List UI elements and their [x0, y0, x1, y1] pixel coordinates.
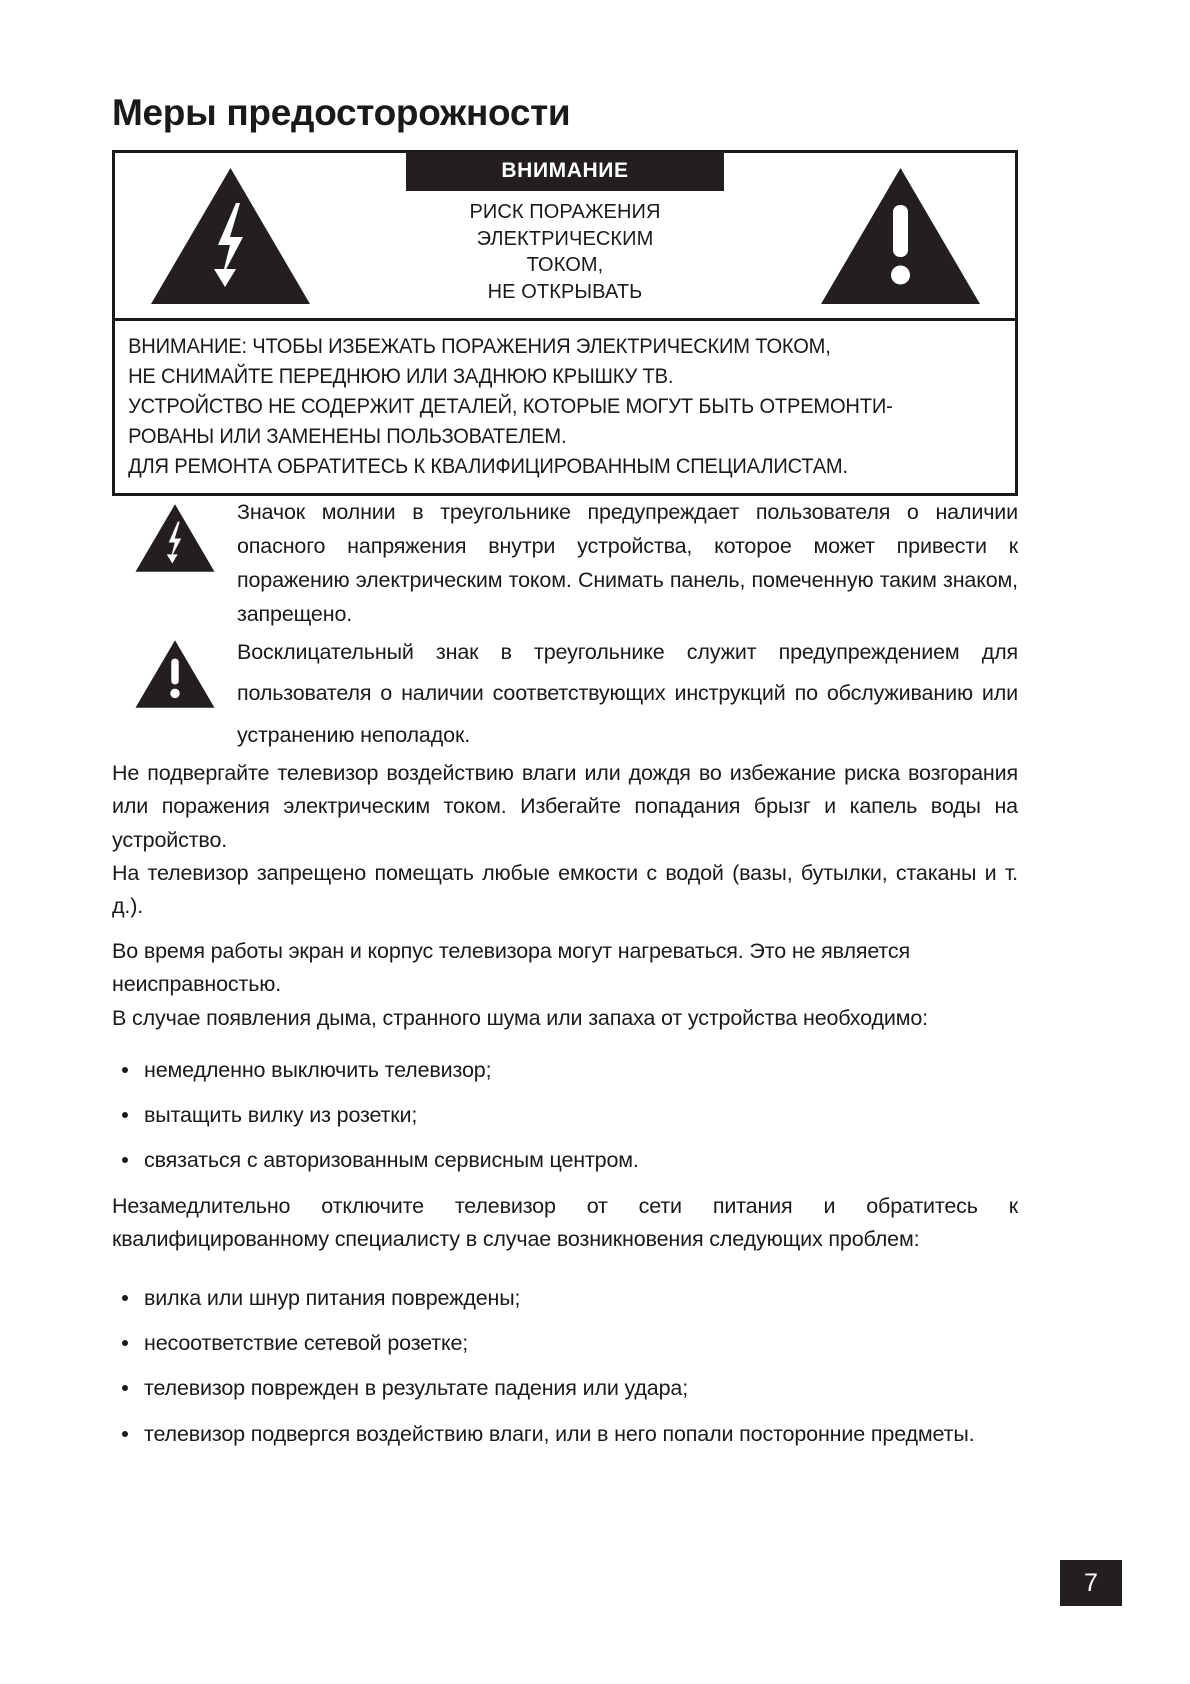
list-item-label: немедленно выключить телевизор;	[144, 1058, 492, 1082]
warning-subtitle-line: ТОКОМ,	[526, 254, 604, 277]
list-item-label: вилка или шнур питания повреждены;	[144, 1286, 521, 1310]
bullet-dot-icon	[122, 1157, 128, 1163]
warning-box-top	[115, 153, 1015, 318]
bullet-dot-icon	[122, 1295, 128, 1301]
list-item-label: несоответствие сетевой розетке;	[144, 1331, 469, 1356]
warning-body-line: ДЛЯ РЕМОНТА ОБРАТИТЕСЬ К КВАЛИФИЦИРОВАННЫМ СПЕЦИАЛИСТАМ.	[128, 454, 848, 479]
warning-subtitle	[469, 199, 660, 305]
list-item	[112, 1419, 1018, 1450]
warning-subtitle-line: РИСК ПОРАЖЕНИЯ	[469, 201, 661, 223]
warning-banner-label: ВНИМАНИЕ	[406, 152, 724, 191]
lightning-note	[112, 496, 1018, 632]
service-paragraph	[112, 1190, 1018, 1257]
warning-subtitle-line: НЕ ОТКРЫВАТЬ	[487, 280, 643, 303]
page-number-badge: 7	[1060, 1560, 1122, 1606]
warning-box-body	[115, 321, 1042, 493]
safety-warning-box	[112, 150, 1018, 496]
lightning-note-text: Значок молнии в треугольнике предупреждает пользователя о наличии опасного напряжения внутри устройства, которое может привести к поражению электрическим током. Снимать панель, помеченную таким знаком, запрещено.	[237, 500, 1018, 626]
bullet-dot-icon	[122, 1112, 128, 1118]
list-item-label: связаться с авторизованным сервисным центром.	[144, 1148, 639, 1173]
bullet-dot-icon	[122, 1431, 128, 1437]
exclamation-note	[112, 632, 1018, 756]
bullet-dot-icon	[122, 1340, 128, 1346]
bullet-dot-icon	[122, 1385, 128, 1391]
warning-body-line: НЕ СНИМАЙТЕ ПЕРЕДНЮЮ ИЛИ ЗАДНЮЮ КРЫШКУ ТВ.	[128, 364, 674, 389]
paragraph-moisture: Не подвергайте телевизор воздействию влаги или дождя во избежание риска возгорания или поражения электрическим током. Избегайте попадания брызг и капель воды на устройство.	[112, 761, 1018, 852]
service-problem-list	[112, 1283, 1018, 1464]
paragraph-containers: На телевизор запрещено помещать любые емкости с водой (вазы, бутылки, стаканы и т. д.).	[112, 860, 1018, 919]
exclamation-note-text: Восклицательный знак в треугольнике служит предупреждением для пользователя о наличии соответствующих инструкций по обслуживанию или устранению неполадок.	[237, 640, 1018, 747]
exclamation-triangle-icon	[785, 153, 1015, 318]
list-item	[112, 1055, 1018, 1086]
list-item	[112, 1328, 1018, 1359]
heat-and-smoke-paragraphs	[112, 935, 1018, 1035]
list-item-label: вытащить вилку из розетки;	[144, 1103, 418, 1128]
bullet-dot-icon	[122, 1067, 128, 1073]
moisture-warning-paragraphs	[112, 757, 1018, 924]
warning-text-column	[345, 153, 785, 318]
page-title: Меры предосторожности	[112, 92, 571, 133]
lightning-bolt-triangle-icon	[115, 153, 345, 318]
exclamation-triangle-icon	[112, 632, 237, 710]
paragraph-smoke-intro: В случае появления дыма, странного шума или запаха от устройства необходимо:	[112, 1005, 928, 1030]
list-item	[112, 1100, 1018, 1131]
warning-body-line: РОВАНЫ ИЛИ ЗАМЕНЕНЫ ПОЛЬЗОВАТЕЛЕМ.	[128, 424, 567, 449]
list-item-label: телевизор поврежден в результате падения или удара;	[144, 1376, 689, 1401]
lightning-bolt-triangle-icon	[112, 496, 237, 574]
list-item	[112, 1145, 1018, 1176]
warning-body-line: ВНИМАНИЕ: ЧТОБЫ ИЗБЕЖАТЬ ПОРАЖЕНИЯ ЭЛЕКТРИЧЕСКИМ ТОКОМ,	[128, 334, 831, 358]
list-item	[112, 1373, 1018, 1404]
paragraph-service-intro: Незамедлительно отключите телевизор от сети питания и обратитесь к квалифицированному специалисту в случае возникновения следующих проблем:	[112, 1194, 1018, 1252]
warning-body-line: УСТРОЙСТВО НЕ СОДЕРЖИТ ДЕТАЛЕЙ, КОТОРЫЕ МОГУТ БЫТЬ ОТРЕМОНТИ-	[128, 394, 893, 419]
warning-subtitle-line: ЭЛЕКТРИЧЕСКИМ	[476, 227, 654, 250]
smoke-action-list	[112, 1055, 1018, 1191]
list-item	[112, 1283, 1018, 1314]
paragraph-heating: Во время работы экран и корпус телевизора могут нагреваться. Это не является неисправностью.	[112, 939, 910, 997]
list-item-label: телевизор подвергся воздействию влаги, или в него попали посторонние предметы.	[144, 1421, 975, 1446]
